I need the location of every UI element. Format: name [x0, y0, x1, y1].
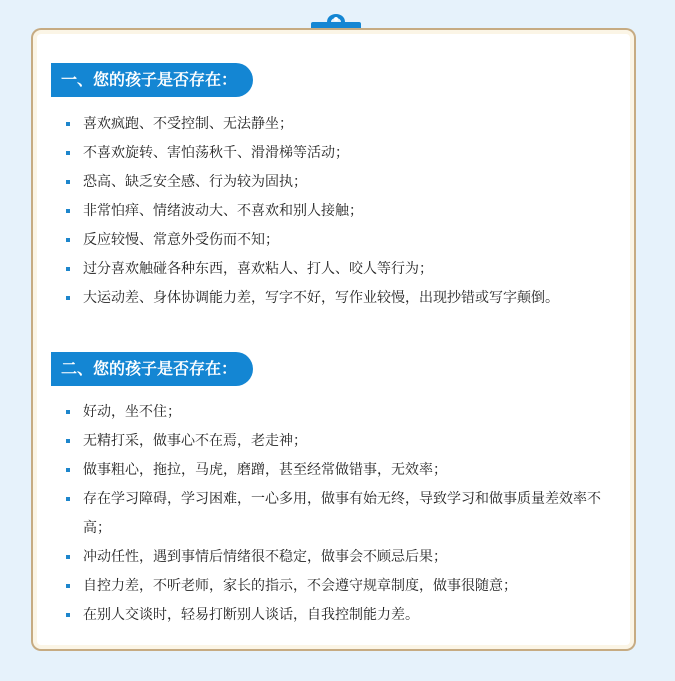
list-item: 喜欢疯跑、不受控制、无法静坐； [63, 110, 628, 139]
section-1-list [63, 110, 628, 313]
list-item: 在别人交谈时，轻易打断别人谈话，自我控制能力差。 [63, 601, 628, 630]
list-item: 非常怕痒、情绪波动大、不喜欢和别人接触； [63, 197, 628, 226]
list-item: 过分喜欢触碰各种东西，喜欢粘人、打人、咬人等行为； [63, 255, 628, 284]
section-2-list [63, 398, 628, 630]
content-card-inner [32, 29, 635, 650]
content-card [31, 28, 636, 651]
list-item: 反应较慢、常意外受伤而不知； [63, 226, 628, 255]
list-item: 冲动任性，遇到事情后情绪很不稳定，做事会不顾忌后果； [63, 543, 628, 572]
list-item: 大运动差、身体协调能力差，写字不好，写作业较慢，出现抄错或写字颠倒。 [63, 284, 628, 313]
list-item: 自控力差，不听老师，家长的指示，不会遵守规章制度，做事很随意； [63, 572, 628, 601]
list-item: 不喜欢旋转、害怕荡秋千、滑滑梯等活动； [63, 139, 628, 168]
list-item: 存在学习障碍，学习困难，一心多用，做事有始无终，导致学习和做事质量差效率不高； [63, 485, 628, 543]
list-item: 好动，坐不住； [63, 398, 628, 427]
list-item: 恐高、缺乏安全感、行为较为固执； [63, 168, 628, 197]
list-item: 无精打采，做事心不在焉，老走神； [63, 427, 628, 456]
section-1-title: 一、您的孩子是否存在： [51, 63, 253, 97]
section-2-title: 二、您的孩子是否存在： [51, 352, 253, 386]
list-item: 做事粗心，拖拉，马虎，磨蹭，甚至经常做错事，无效率； [63, 456, 628, 485]
